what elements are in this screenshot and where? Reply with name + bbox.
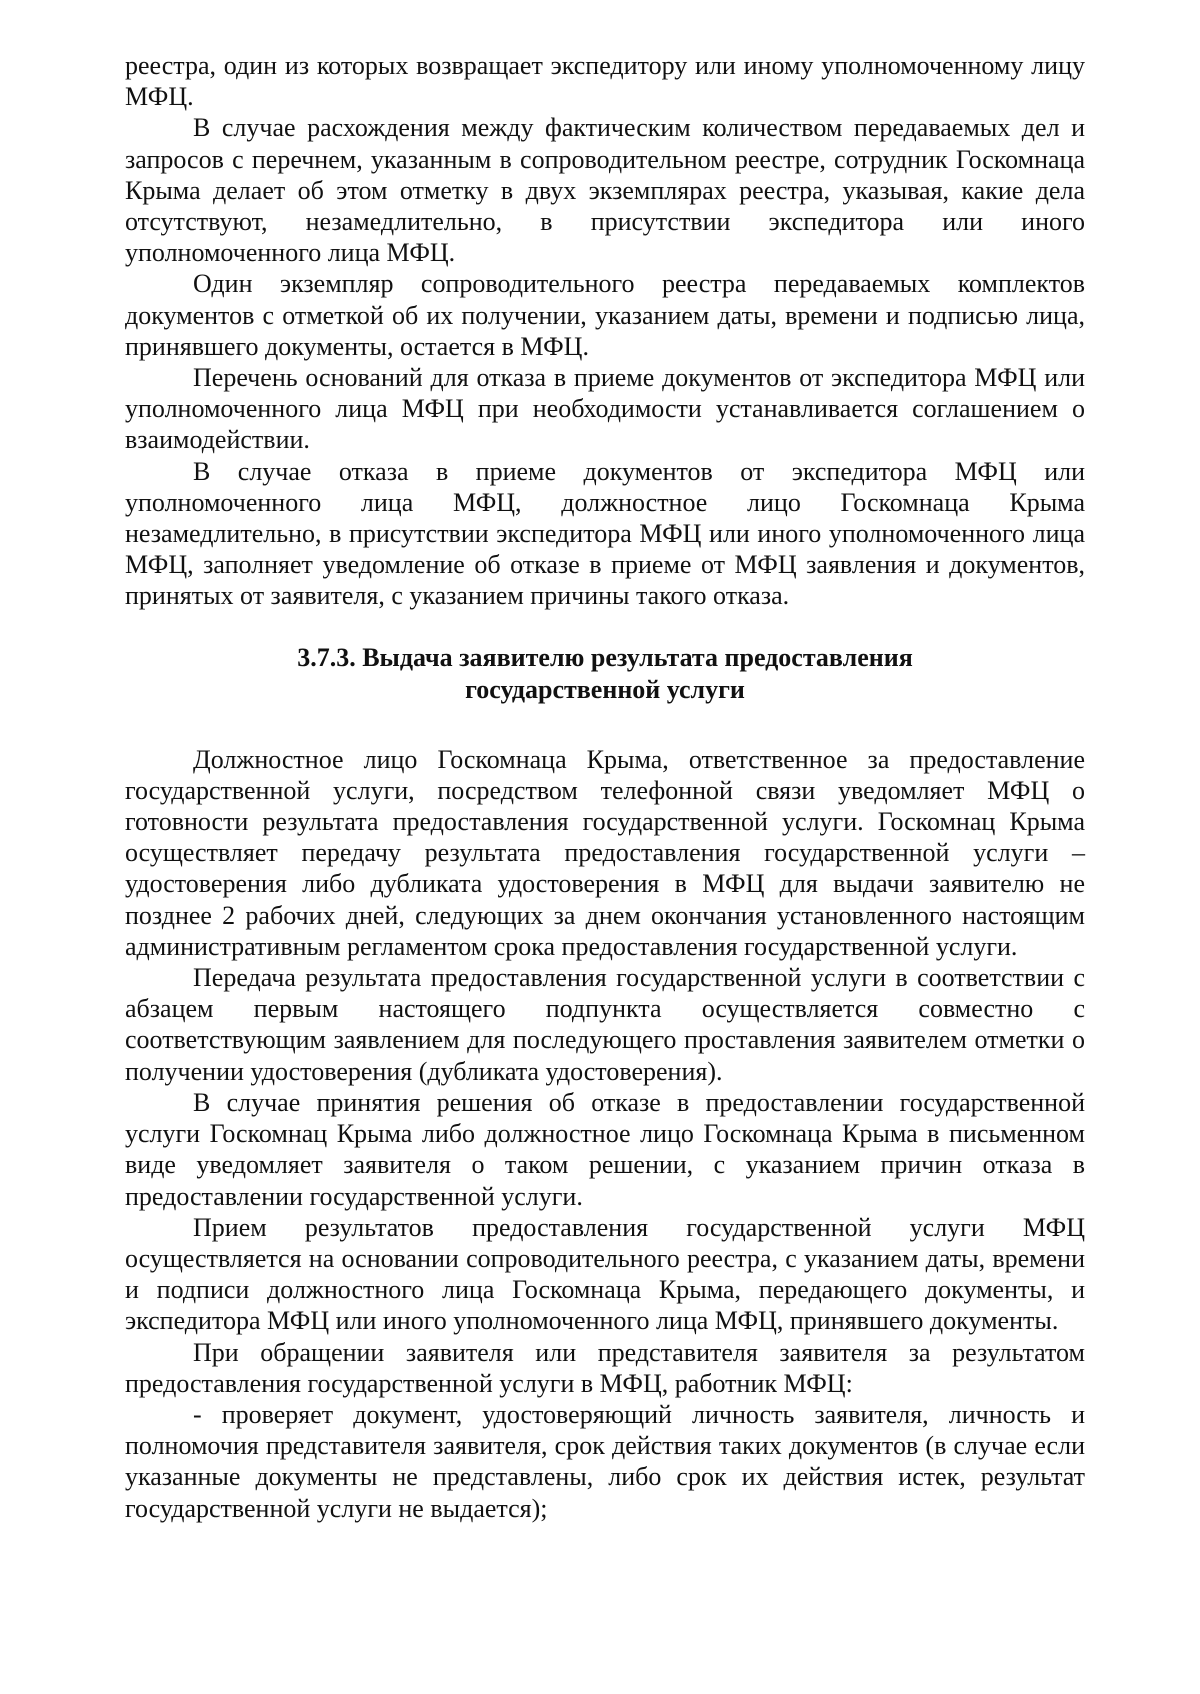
paragraph-registry-copy: Один экземпляр сопроводительного реестра передаваемых комплектов документов с отметкой об их получении, указанием даты, времени и подписью лица, принявшего документы, остается в МФЦ.	[125, 269, 1085, 361]
paragraph-refusal-decision: В случае принятия решения об отказе в предоставлении государственной услуги Госкомнац Крыма либо должностное лицо Госкомнаца Крыма в письменном виде уведомляет заявителя о таком решении, с указанием причин отказа в предоставлении государственной услуги.	[125, 1087, 1085, 1211]
paragraph-identity-check: - проверяет документ, удостоверяющий личность заявителя, личность и полномочия представителя заявителя, срок действия таких документов (в случае если указанные документы не представлены, либо срок их действия истек, результат государственной услуги не выдается);	[125, 1399, 1085, 1523]
document-page	[125, 50, 1085, 1524]
section-heading	[125, 642, 1085, 706]
paragraph-discrepancy: В случае расхождения между фактическим количеством передаваемых дел и запросов с перечнем, указанным в сопроводительном реестре, сотрудник Госкомнаца Крыма делает об этом отметку в двух экземплярах реестра, указывая, какие дела отсутствуют, незамедлительно, в присутствии экспедитора или иного уполномоченного лица МФЦ.	[125, 113, 1085, 268]
paragraph-results-acceptance: Прием результатов предоставления государственной услуги МФЦ осуществляется на основании сопроводительного реестра, с указанием даты, времени и подписи должностного лица Госкомнаца Крыма, передающего документы, и экспедитора МФЦ или иного уполномоченного лица МФЦ, принявшего документы.	[125, 1212, 1085, 1336]
paragraph-registry-return: реестра, один из которых возвращает экспедитору или иному уполномоченному лицу МФЦ.	[125, 51, 1085, 112]
paragraph-refusal-grounds: Перечень оснований для отказа в приеме документов от экспедитора МФЦ или уполномоченного лица МФЦ при необходимости устанавливается соглашением о взаимодействии.	[125, 363, 1085, 455]
section-heading-line-2: государственной услуги	[465, 674, 745, 704]
paragraph-refusal-notice: В случае отказа в приеме документов от экспедитора МФЦ или уполномоченного лица МФЦ, должностное лицо Госкомнаца Крыма незамедлительно, в присутствии экспедитора МФЦ или иного уполномоченного лица МФЦ, заполняет уведомление об отказе в приеме от МФЦ заявления и документов, принятых от заявителя, с указанием причины такого отказа.	[125, 456, 1085, 611]
paragraph-applicant-request: При обращении заявителя или представителя заявителя за результатом предоставления государственной услуги в МФЦ, работник МФЦ:	[125, 1337, 1085, 1398]
section-heading-line-1: 3.7.3. Выдача заявителю результата предоставления	[297, 642, 913, 672]
paragraph-result-transfer: Передача результата предоставления государственной услуги в соответствии с абзацем первым настоящего подпункта осуществляется совместно с соответствующим заявлением для последующего проставления заявителем отметки о получении удостоверения (дубликата удостоверения).	[125, 963, 1085, 1086]
paragraph-result-notification: Должностное лицо Госкомнаца Крыма, ответственное за предоставление государственной услуги, посредством телефонной связи уведомляет МФЦ о готовности результата предоставления государственной услуги. Госкомнац Крыма осуществляет передачу результата предоставления государственной услуги – удостоверения либо дубликата удостоверения в МФЦ для выдачи заявителю не позднее 2 рабочих дней, следующих за днем окончания установленного настоящим административным регламентом срока предоставления государственной услуги.	[125, 744, 1085, 961]
